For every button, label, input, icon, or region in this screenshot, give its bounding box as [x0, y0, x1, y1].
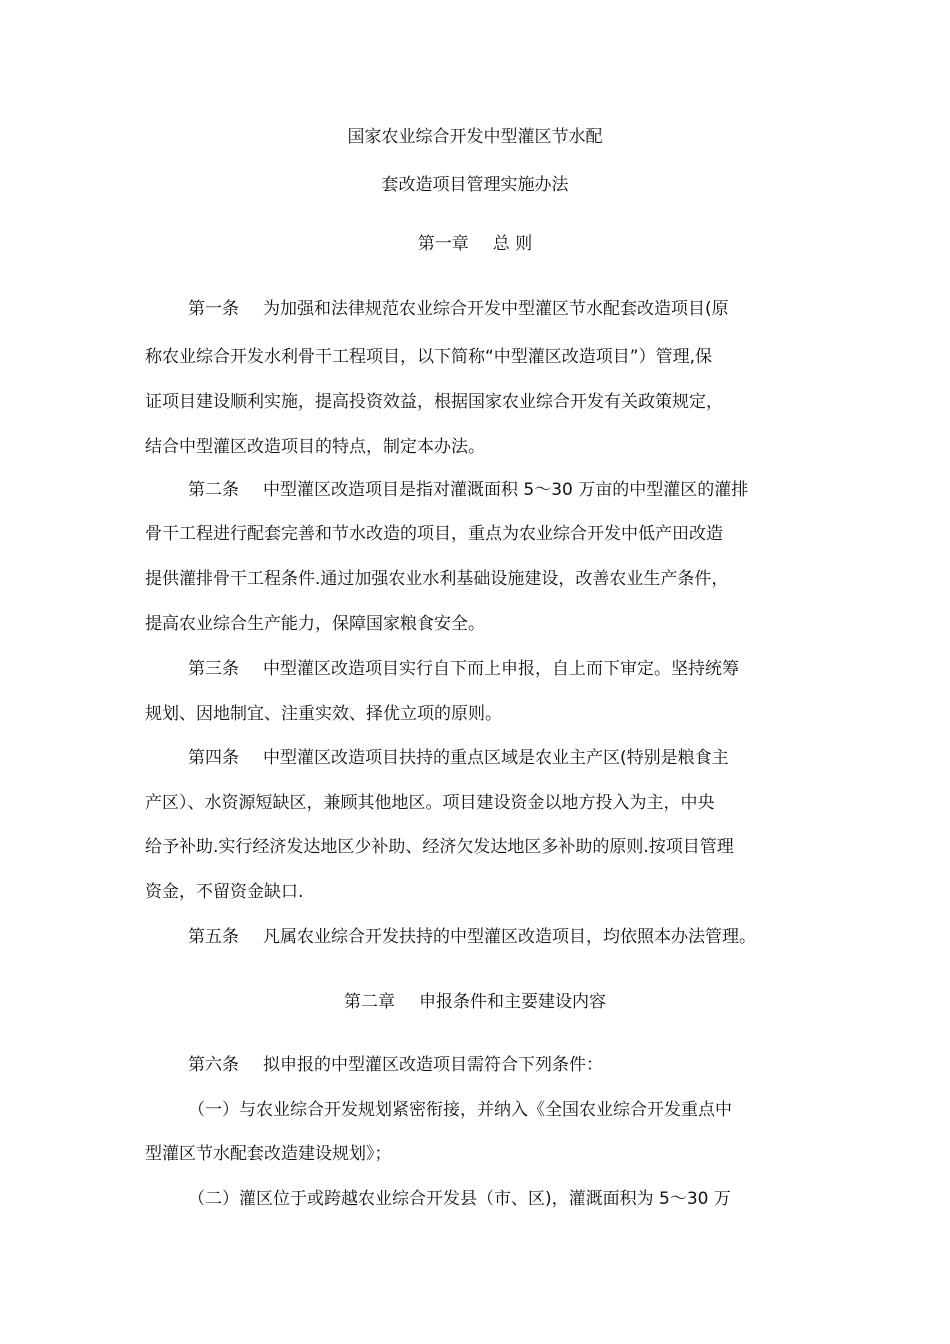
article-4-line: 资金，不留资金缺口.: [145, 882, 304, 902]
article-2-label: 第二条: [188, 480, 239, 500]
article-1-line: 结合中型灌区改造项目的特点，制定本办法。: [145, 437, 485, 457]
document-title-line-1: 国家农业综合开发中型灌区节水配: [347, 127, 603, 147]
article-4-first-line: [188, 746, 729, 770]
article-6-text: 拟申报的中型灌区改造项目需符合下列条件：: [263, 1055, 603, 1075]
item-2-line: （二）灌区位于或跨越农业综合开发县（市、区)，灌溉面积为 5～30 万: [188, 1189, 731, 1209]
article-6-label: 第六条: [188, 1055, 239, 1075]
article-3-label: 第三条: [188, 659, 239, 679]
article-1-first-line: [188, 297, 729, 321]
chapter-2-heading: [0, 990, 950, 1014]
article-2-line: 骨干工程进行配套完善和节水改造的项目，重点为农业综合开发中低产田改造: [145, 524, 723, 544]
article-2-line: 提供灌排骨干工程条件.通过加强农业水利基础设施建设，改善农业生产条件，: [145, 569, 729, 589]
item-1-line: （一）与农业综合开发规划紧密衔接，并纳入《全国农业综合开发重点中: [188, 1100, 732, 1120]
article-5-label: 第五条: [188, 927, 239, 947]
article-2-text: 中型灌区改造项目是指对灌溉面积 5～30 万亩的中型灌区的灌排: [263, 480, 749, 500]
article-1-label: 第一条: [188, 299, 239, 319]
article-2-first-line: [188, 478, 748, 502]
article-2-line: 提高农业综合生产能力，保障国家粮食安全。: [145, 614, 485, 634]
chapter-1-number: 第一章: [417, 234, 469, 254]
item-1-line: 型灌区节水配套改造建设规划》；: [145, 1144, 392, 1164]
article-1-text: 为加强和法律规范农业综合开发中型灌区节水配套改造项目(原: [263, 299, 729, 319]
article-4-line: 给予补助.实行经济发达地区少补助、经济欠发达地区多补助的原则.按项目管理: [145, 837, 734, 857]
article-3-line: 规划、因地制宜、注重实效、择优立项的原则。: [145, 704, 502, 724]
article-4-text: 中型灌区改造项目扶持的重点区域是农业主产区(特别是粮食主: [263, 748, 729, 768]
article-3-text: 中型灌区改造项目实行自下而上申报，自上而下审定。坚持统筹: [263, 659, 739, 679]
chapter-1-heading: [0, 232, 950, 256]
article-1-line: 称农业综合开发水利骨干工程项目，以下简称“中型灌区改造项目”）管理,保: [145, 347, 713, 367]
article-5-first-line: [188, 925, 756, 949]
document-title-line-2: 套改造项目管理实施办法: [381, 175, 569, 195]
chapter-1-name: 总 则: [492, 234, 533, 254]
article-1-line: 证项目建设顺利实施，提高投资效益，根据国家农业综合开发有关政策规定，: [145, 392, 723, 412]
chapter-2-number: 第二章: [344, 992, 395, 1012]
chapter-2-name: 申报条件和主要建设内容: [419, 992, 606, 1012]
article-6-first-line: [188, 1053, 603, 1077]
article-4-line: 产区）、水资源短缺区，兼顾其他地区。项目建设资金以地方投入为主，中央: [145, 793, 715, 813]
article-5-text: 凡属农业综合开发扶持的中型灌区改造项目，均依照本办法管理。: [263, 927, 756, 947]
article-3-first-line: [188, 657, 739, 681]
article-4-label: 第四条: [188, 748, 239, 768]
